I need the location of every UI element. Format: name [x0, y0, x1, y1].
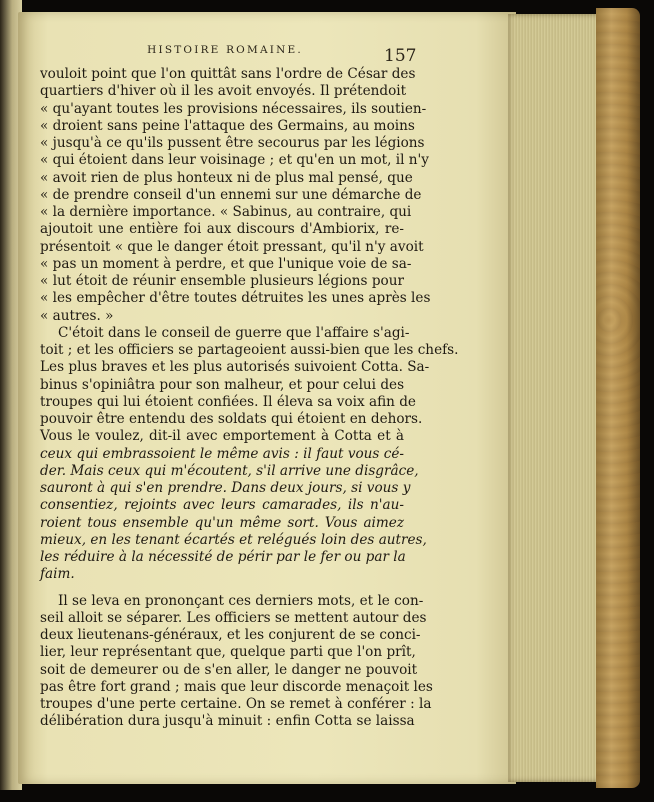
text-line: « les empêcher d'être toutes détruites les unes après les — [40, 290, 431, 307]
text-line: toit ; et les officiers se partageoient aussi-bien que les chefs. — [40, 342, 459, 358]
text-line: binus s'opiniâtra pour son malheur, et pour celui des — [40, 376, 405, 393]
text-line: troupes d'une perte certaine. On se remet à conférer : la — [40, 696, 432, 712]
text-line: faim. — [40, 566, 75, 583]
text-line: sauront à qui s'en prendre. Dans deux jours, si vous y — [40, 480, 411, 496]
paragraph — [40, 592, 433, 731]
text-line: quartiers d'hiver où il les avoit envoyés. Il prétendoit — [40, 83, 407, 100]
paragraph — [40, 66, 431, 325]
text-line: consentiez, rejoints avec leurs camarades, ils n'au- — [40, 497, 404, 514]
text-line: les réduire à la nécessité de périr par le fer ou par la — [40, 549, 406, 565]
running-header: HISTOIRE ROMAINE. — [147, 44, 303, 56]
paragraph — [40, 324, 459, 584]
text-line: der. Mais ceux qui m'écoutent, s'il arrive une disgrâce, — [40, 462, 419, 479]
text-line: seil alloit se séparer. Les officiers se mettent autour des — [40, 609, 427, 626]
text-line: pouvoir être entendu des soldats qui étoient en dehors. — [40, 411, 423, 427]
text-line: présentoit « que le danger étoit pressant, qu'il n'y avoit — [40, 238, 424, 255]
text-line: Les plus braves et les plus autorisés suivoient Cotta. Sa- — [40, 359, 430, 376]
text-line: « lut étoit de réunir ensemble plusieurs légions pour — [40, 273, 404, 289]
text-line: troupes qui lui étoient confiées. Il éleva sa voix afin de — [40, 393, 416, 410]
body-text — [40, 66, 459, 731]
text-line: deux lieutenans-généraux, et les conjurent de se conci- — [40, 627, 421, 643]
text-line: délibération dura jusqu'à minuit : enfin Cotta se laissa — [40, 713, 415, 730]
text-line: pas être fort grand ; mais que leur discorde menaçoit les — [40, 678, 433, 695]
text-line: « jusqu'à ce qu'ils pussent être secourus par les légions — [40, 135, 425, 151]
page-number: 157 — [384, 46, 417, 66]
text-line: C'étoit dans le conseil de guerre que l'affaire s'agi- — [58, 324, 410, 341]
text-line: « qui étoient dans leur voisinage ; et qu'en un mot, il n'y — [40, 152, 429, 169]
text-line: ajoutoit une entière foi aux discours d'Ambiorix, re- — [40, 221, 404, 238]
text-line: vouloit point que l'on quittât sans l'ordre de César des — [40, 66, 416, 82]
text-line: Il se leva en prononçant ces derniers mots, et le con- — [58, 592, 424, 609]
text-line: « autres. » — [40, 307, 114, 324]
cover-marbling — [596, 8, 640, 788]
text-line: mieux, en les tenant écartés et relégués loin des autres, — [40, 531, 427, 548]
text-line: soit de demeurer ou de s'en aller, le danger ne pouvoit — [40, 661, 418, 678]
text-line: lier, leur représentant que, quelque parti que l'on prît, — [40, 644, 416, 661]
text-line: « la dernière importance. « Sabinus, au contraire, qui — [40, 204, 412, 220]
text-line: « de prendre conseil d'un ennemi sur une démarche de — [40, 186, 422, 203]
text-line: « droient sans peine l'attaque des Germains, au moins — [40, 117, 415, 134]
text-line: « avoit rien de plus honteux ni de plus mal pensé, que — [40, 169, 413, 186]
text-line: roient tous ensemble qu'un même sort. Vous aimez — [40, 514, 404, 531]
text-line: ceux qui embrassoient le même avis : il faut vous cé- — [40, 445, 404, 462]
text-line: « pas un moment à perdre, et que l'unique voie de sa- — [40, 255, 412, 272]
page-stack-edges — [508, 14, 608, 782]
text-line: Vous le voulez, dit-il avec emportement à Cotta et à — [40, 428, 404, 445]
text-line: « qu'ayant toutes les provisions nécessaires, ils soutien- — [40, 100, 427, 117]
